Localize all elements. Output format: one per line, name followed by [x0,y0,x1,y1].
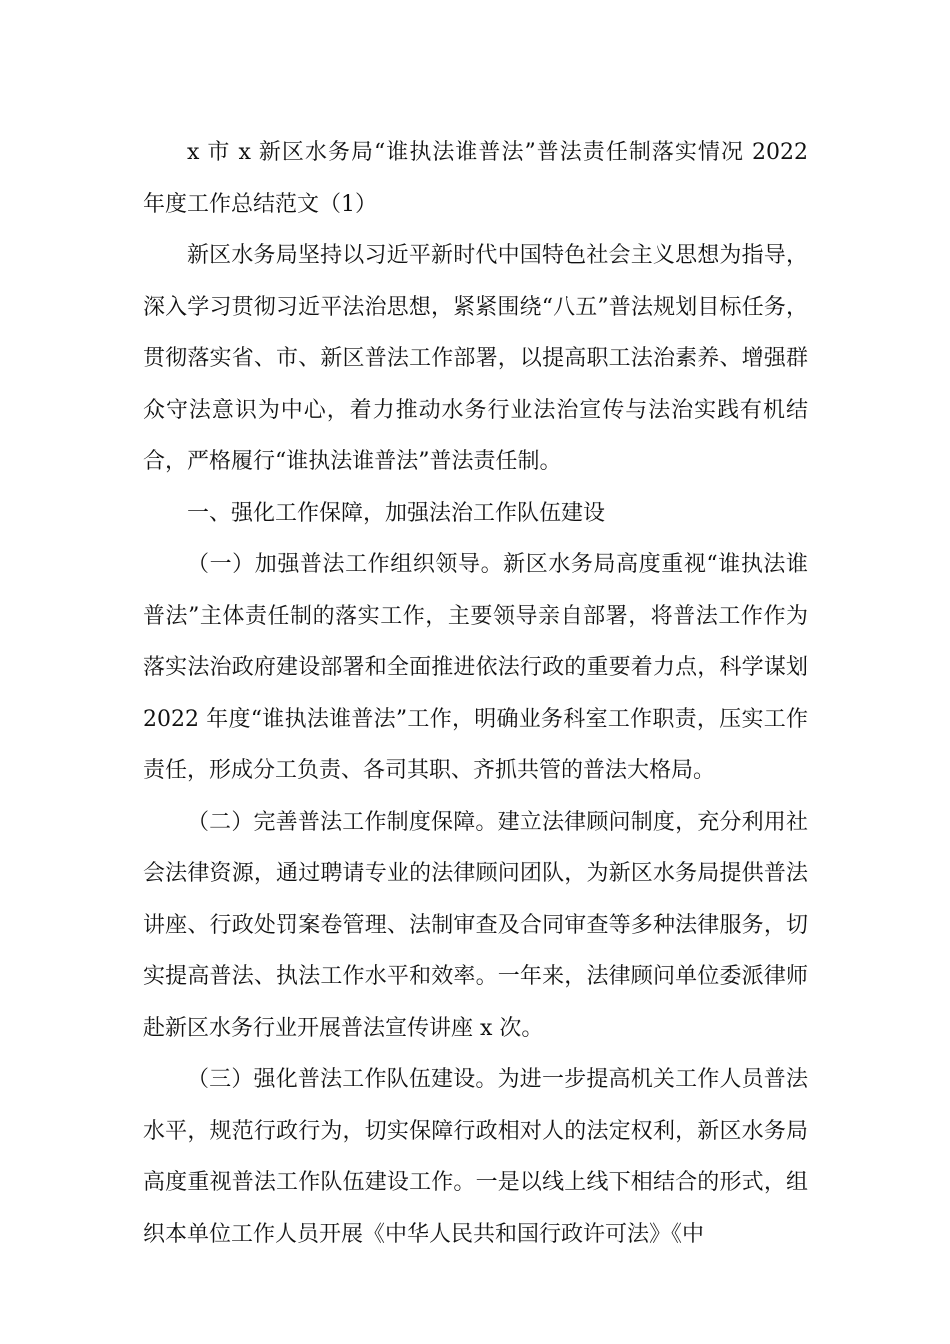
intro-paragraph: 新区水务局坚持以习近平新时代中国特色社会主义思想为指导，深入学习贯彻习近平法治思想，紧紧围绕“八五”普法规划目标任务，贯彻落实省、市、新区普法工作部署，以提高职工法治素养、增强群众守法意识为中心，着力推动水务行业法治宣传与法治实践有机结合，严格履行“谁执法谁普法”普法责任制。 [143,243,808,474]
document-title: x 市 x 新区水务局“谁执法谁普法”普法责任制落实情况 2022 年度工作总结范文（1） [143,140,808,217]
subsection-paragraph-2: （二）完善普法工作制度保障。建立法律顾问制度，充分利用社会法律资源，通过聘请专业的法律顾问团队，为新区水务局提供普法讲座、行政处罚案卷管理、法制审查及合同审查等多种法律服务，切实提高普法、执法工作水平和效率。一年来，法律顾问单位委派律师赴新区水务行业开展普法宣传讲座 x 次。 [143,809,808,1041]
document-body [143,127,808,1260]
subsection-paragraph-1: （一）加强普法工作组织领导。新区水务局高度重视“谁执法谁普法”主体责任制的落实工作，主要领导亲自部署，将普法工作作为落实法治政府建设部署和全面推进依法行政的重要着力点，科学谋划 2022 年度“谁执法谁普法”工作，明确业务科室工作职责，压实工作责任，形成分工负责、各司其职、齐抓共管的普法大格局。 [143,552,808,783]
subsection-paragraph-3: （三）强化普法工作队伍建设。为进一步提高机关工作人员普法水平，规范行政行为，切实保障行政相对人的法定权利，新区水务局高度重视普法工作队伍建设工作。一是以线上线下相结合的形式，组织本单位工作人员开展《中华人民共和国行政许可法》《中 [143,1067,808,1247]
section-heading-1: 一、强化工作保障，加强法治工作队伍建设 [187,500,606,526]
